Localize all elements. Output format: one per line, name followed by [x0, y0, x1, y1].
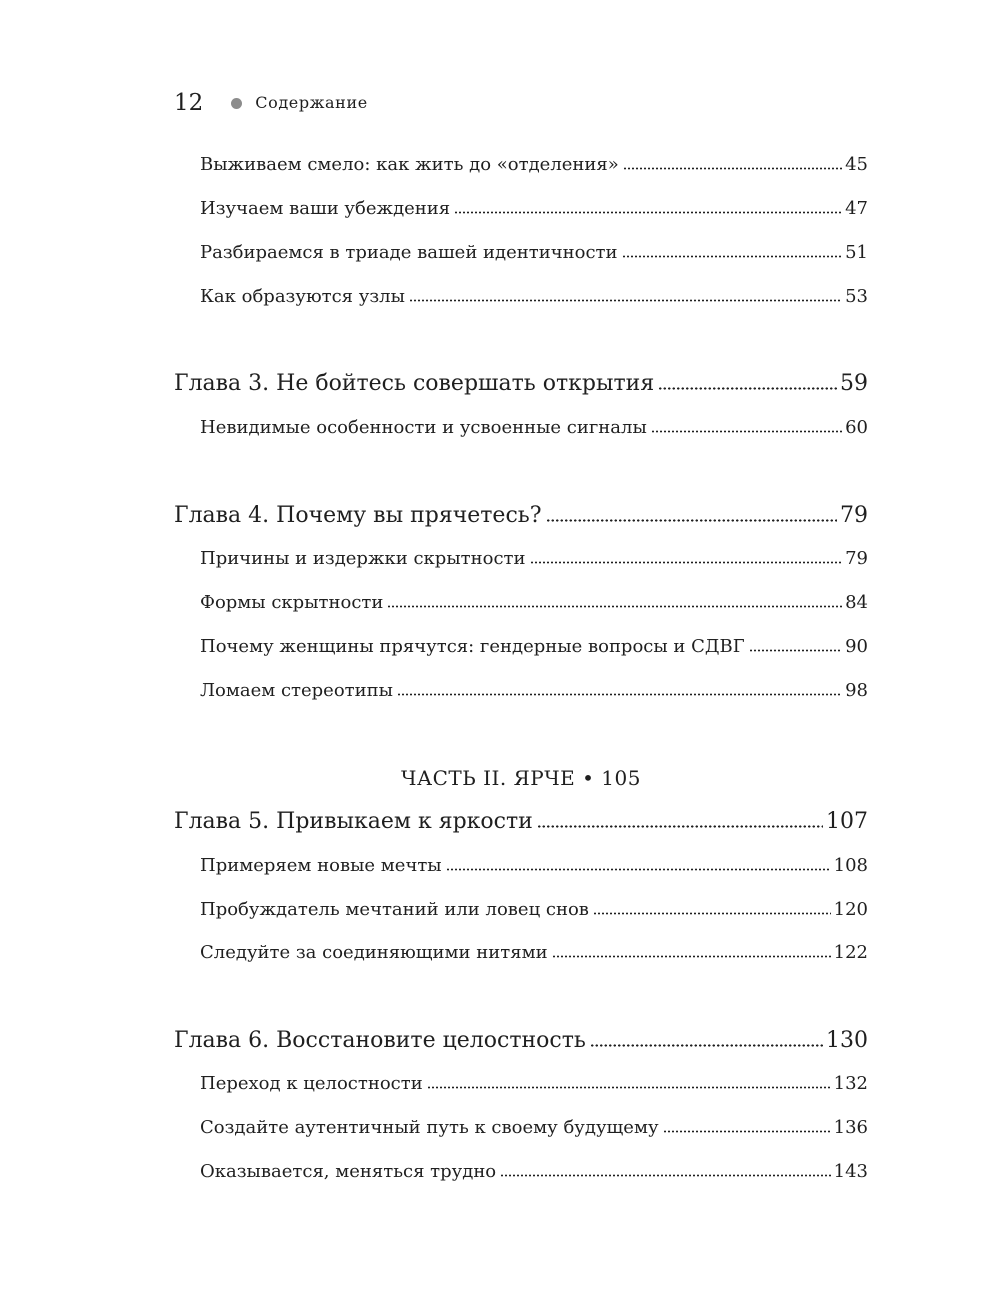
- toc-entry-title: Как образуются узлы: [200, 286, 405, 307]
- chapter-title: Глава 6. Восстановите целостность: [174, 1028, 586, 1053]
- dot-leader: [427, 1086, 831, 1089]
- toc-entry-page: 136: [833, 1117, 868, 1138]
- dot-leader: [623, 167, 842, 170]
- toc-entry[interactable]: [200, 240, 868, 266]
- toc-entry[interactable]: [200, 415, 868, 441]
- toc-chapter-6[interactable]: [174, 1025, 868, 1057]
- toc-entry[interactable]: [200, 853, 868, 879]
- toc-entry[interactable]: [200, 590, 868, 616]
- toc-entry-title: Ломаем стереотипы: [200, 680, 393, 701]
- chapter-page: 59: [840, 371, 868, 396]
- dot-leader: [658, 387, 837, 390]
- dot-leader: [397, 693, 842, 696]
- chapter-page: 130: [826, 1028, 868, 1053]
- toc-entry-title: Пробуждатель мечтаний или ловец снов: [200, 899, 589, 920]
- chapter-title: Глава 5. Привыкаем к яркости: [174, 809, 533, 834]
- bullet-icon: [231, 98, 242, 109]
- dot-leader: [593, 912, 831, 915]
- toc-entry-page: 60: [845, 417, 868, 438]
- chapter-title: Глава 4. Почему вы прячетесь?: [174, 503, 542, 528]
- toc-entry[interactable]: [200, 634, 868, 660]
- toc-entry-page: 45: [845, 154, 868, 175]
- dot-leader: [622, 255, 843, 258]
- dot-leader: [546, 519, 837, 522]
- toc-entry-page: 122: [833, 942, 868, 963]
- toc-entry-title: Примеряем новые мечты: [200, 855, 442, 876]
- page-number: 12: [174, 90, 204, 116]
- toc-chapter-5[interactable]: [174, 806, 868, 838]
- toc-entry[interactable]: [200, 284, 868, 310]
- toc-entry[interactable]: [200, 678, 868, 704]
- toc-entry-title: Создайте аутентичный путь к своему будущему: [200, 1117, 659, 1138]
- toc-chapter-4[interactable]: [174, 500, 868, 532]
- dot-leader: [663, 1130, 831, 1133]
- dot-leader: [454, 211, 842, 214]
- dot-leader: [446, 868, 831, 871]
- toc-entry-page: 84: [845, 592, 868, 613]
- toc-chapter-3[interactable]: [174, 368, 868, 400]
- toc-entry[interactable]: [200, 1115, 868, 1141]
- running-head: Содержание: [255, 93, 368, 112]
- dot-leader: [749, 649, 842, 652]
- toc-entry-title: Формы скрытности: [200, 592, 384, 613]
- dot-leader: [552, 955, 831, 958]
- toc-entry-title: Почему женщины прячутся: гендерные вопросы и СДВГ: [200, 636, 745, 657]
- toc-entry-page: 47: [845, 198, 868, 219]
- toc-entry-title: Невидимые особенности и усвоенные сигналы: [200, 417, 647, 438]
- toc-entry-title: Изучаем ваши убеждения: [200, 198, 451, 219]
- toc-entry-page: 132: [833, 1073, 868, 1094]
- toc-entry-title: Следуйте за соединяющими нитями: [200, 942, 548, 963]
- toc-entry-page: 143: [833, 1161, 868, 1182]
- toc-entry[interactable]: [200, 1071, 868, 1097]
- chapter-title: Глава 3. Не бойтесь совершать открытия: [174, 371, 655, 396]
- dot-leader: [537, 825, 823, 828]
- toc-entry[interactable]: [200, 897, 868, 923]
- toc-entry-page: 79: [845, 548, 868, 569]
- dot-leader: [651, 430, 842, 433]
- toc-entry-page: 53: [845, 286, 868, 307]
- toc-entry[interactable]: [200, 546, 868, 572]
- toc-entry-title: Причины и издержки скрытности: [200, 548, 526, 569]
- toc-entry-page: 120: [833, 899, 868, 920]
- dot-leader: [500, 1174, 830, 1177]
- dot-leader: [530, 561, 843, 564]
- toc-entry-page: 51: [845, 242, 868, 263]
- dot-leader: [409, 299, 842, 302]
- chapter-page: 107: [826, 809, 868, 834]
- toc-entry-title: Разбираемся в триаде вашей идентичности: [200, 242, 618, 263]
- toc-entry[interactable]: [200, 196, 868, 222]
- page-header: [174, 88, 368, 118]
- toc-entry[interactable]: [200, 940, 868, 966]
- toc-entry-page: 108: [833, 855, 868, 876]
- toc-entry[interactable]: [200, 152, 868, 178]
- toc-entry-title: Оказывается, меняться трудно: [200, 1161, 497, 1182]
- toc-entry-title: Выживаем смело: как жить до «отделения»: [200, 154, 619, 175]
- dot-leader: [590, 1044, 823, 1047]
- toc-entry-page: 90: [845, 636, 868, 657]
- toc-entry[interactable]: [200, 1159, 868, 1185]
- dot-leader: [387, 605, 842, 608]
- toc-entry-page: 98: [845, 680, 868, 701]
- part-heading[interactable]: ЧАСТЬ II. ЯРЧЕ • 105: [401, 766, 641, 790]
- chapter-page: 79: [840, 503, 868, 528]
- toc-entry-title: Переход к целостности: [200, 1073, 423, 1094]
